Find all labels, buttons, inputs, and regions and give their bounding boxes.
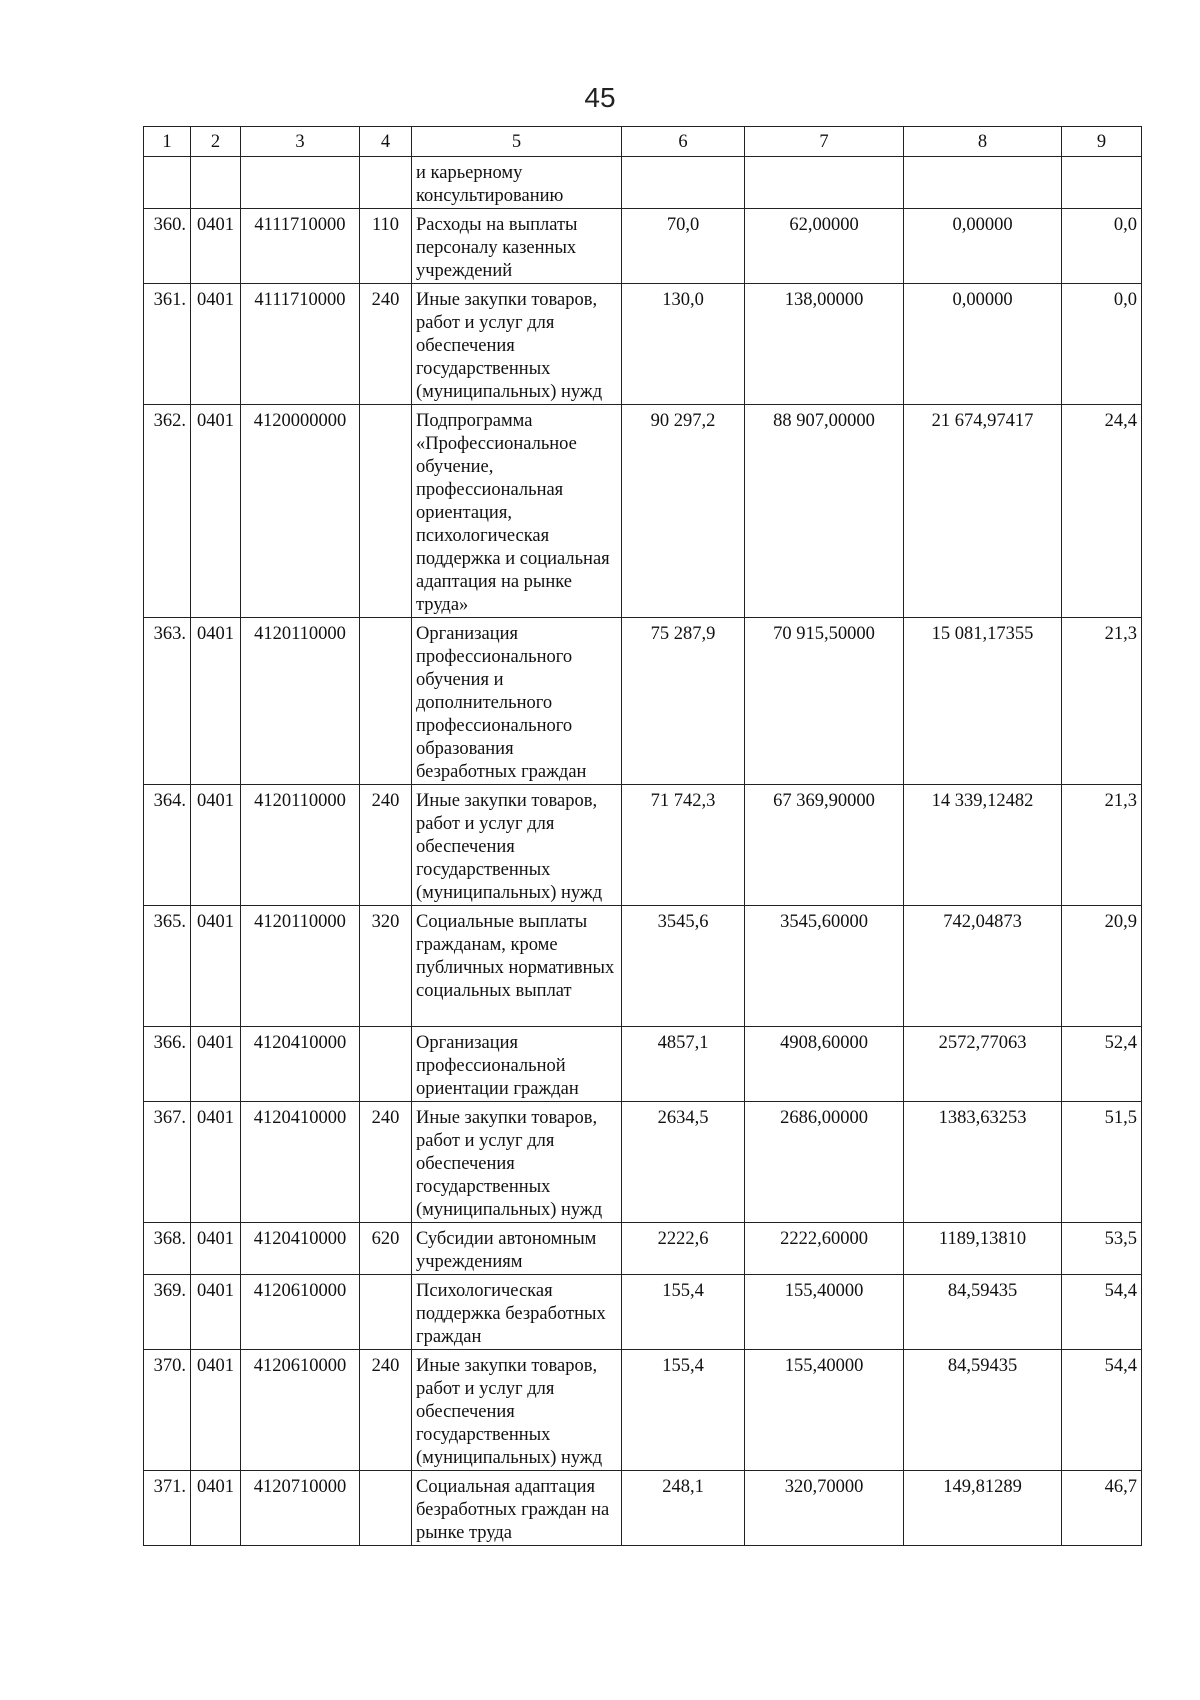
col8-value: 15 081,17355 xyxy=(904,618,1062,785)
col9-value: 21,3 xyxy=(1062,785,1142,906)
col9-value: 20,9 xyxy=(1062,906,1142,1027)
item-name: Иные закупки товаров, работ и услуг для обеспечения государственных (муниципальных) нужд xyxy=(412,785,622,906)
section-code: 0401 xyxy=(191,1027,241,1102)
col8-value: 1383,63253 xyxy=(904,1102,1062,1223)
col9-value: 51,5 xyxy=(1062,1102,1142,1223)
expense-type-code: 240 xyxy=(360,1102,412,1223)
table-row xyxy=(144,405,1142,618)
col6-value: 75 287,9 xyxy=(622,618,745,785)
header-cell: 5 xyxy=(412,127,622,157)
item-name: Подпрограмма «Профессиональное обучение, профессиональная ориентация, психологическая поддержка и социальная адаптация на рынке труда» xyxy=(412,405,622,618)
item-name: Социальные выплаты гражданам, кроме публичных нормативных социальных выплат xyxy=(412,906,622,1027)
target-code: 4120410000 xyxy=(241,1223,360,1275)
col9-value: 21,3 xyxy=(1062,618,1142,785)
item-name: Организация профессиональной ориентации граждан xyxy=(412,1027,622,1102)
item-name: Социальная адаптация безработных граждан на рынке труда xyxy=(412,1471,622,1546)
expense-type-code: 240 xyxy=(360,284,412,405)
col8-value: 84,59435 xyxy=(904,1275,1062,1350)
row-number: 366. xyxy=(144,1027,191,1102)
col7-value: 138,00000 xyxy=(745,284,904,405)
col8-value: 21 674,97417 xyxy=(904,405,1062,618)
item-name: Иные закупки товаров, работ и услуг для обеспечения государственных (муниципальных) нужд xyxy=(412,1102,622,1223)
expense-type-code xyxy=(360,618,412,785)
col7-value: 2686,00000 xyxy=(745,1102,904,1223)
section-code xyxy=(191,157,241,209)
col9-value: 0,0 xyxy=(1062,284,1142,405)
col7-value: 70 915,50000 xyxy=(745,618,904,785)
table-row xyxy=(144,1350,1142,1471)
col6-value xyxy=(622,157,745,209)
col9-value: 54,4 xyxy=(1062,1275,1142,1350)
header-cell: 1 xyxy=(144,127,191,157)
row-number: 371. xyxy=(144,1471,191,1546)
target-code xyxy=(241,157,360,209)
table-row xyxy=(144,1223,1142,1275)
row-number: 363. xyxy=(144,618,191,785)
target-code: 4120610000 xyxy=(241,1275,360,1350)
col9-value: 54,4 xyxy=(1062,1350,1142,1471)
header-cell: 6 xyxy=(622,127,745,157)
row-number: 370. xyxy=(144,1350,191,1471)
col8-value: 1189,13810 xyxy=(904,1223,1062,1275)
section-code: 0401 xyxy=(191,405,241,618)
target-code: 4120710000 xyxy=(241,1471,360,1546)
expense-type-code: 620 xyxy=(360,1223,412,1275)
item-name: и карьерному консультированию xyxy=(412,157,622,209)
row-number: 361. xyxy=(144,284,191,405)
row-number: 367. xyxy=(144,1102,191,1223)
item-name: Расходы на выплаты персоналу казенных учреждений xyxy=(412,209,622,284)
target-code: 4120610000 xyxy=(241,1350,360,1471)
table-row xyxy=(144,1102,1142,1223)
expense-type-code xyxy=(360,1027,412,1102)
section-code: 0401 xyxy=(191,906,241,1027)
section-code: 0401 xyxy=(191,1223,241,1275)
table-row xyxy=(144,1471,1142,1546)
col6-value: 71 742,3 xyxy=(622,785,745,906)
col7-value: 2222,60000 xyxy=(745,1223,904,1275)
col7-value xyxy=(745,157,904,209)
col6-value: 2222,6 xyxy=(622,1223,745,1275)
section-code: 0401 xyxy=(191,1471,241,1546)
col6-value: 248,1 xyxy=(622,1471,745,1546)
item-name: Психологическая поддержка безработных граждан xyxy=(412,1275,622,1350)
expense-type-code: 240 xyxy=(360,1350,412,1471)
col6-value: 130,0 xyxy=(622,284,745,405)
target-code: 4111710000 xyxy=(241,209,360,284)
col9-value: 53,5 xyxy=(1062,1223,1142,1275)
col6-value: 90 297,2 xyxy=(622,405,745,618)
col9-value: 24,4 xyxy=(1062,405,1142,618)
table-row xyxy=(144,1027,1142,1102)
target-code: 4120000000 xyxy=(241,405,360,618)
section-code: 0401 xyxy=(191,1275,241,1350)
col6-value: 2634,5 xyxy=(622,1102,745,1223)
row-number: 365. xyxy=(144,906,191,1027)
header-cell: 7 xyxy=(745,127,904,157)
table-row xyxy=(144,906,1142,1027)
item-name: Иные закупки товаров, работ и услуг для обеспечения государственных (муниципальных) нужд xyxy=(412,1350,622,1471)
row-number: 360. xyxy=(144,209,191,284)
table-row xyxy=(144,157,1142,209)
header-cell: 2 xyxy=(191,127,241,157)
table-row xyxy=(144,284,1142,405)
expense-type-code xyxy=(360,1471,412,1546)
target-code: 4120410000 xyxy=(241,1027,360,1102)
budget-table xyxy=(143,126,1142,1546)
expense-type-code: 320 xyxy=(360,906,412,1027)
col8-value: 0,00000 xyxy=(904,209,1062,284)
header-cell: 9 xyxy=(1062,127,1142,157)
col9-value: 0,0 xyxy=(1062,209,1142,284)
col8-value: 742,04873 xyxy=(904,906,1062,1027)
section-code: 0401 xyxy=(191,284,241,405)
section-code: 0401 xyxy=(191,1102,241,1223)
col6-value: 155,4 xyxy=(622,1275,745,1350)
col9-value xyxy=(1062,157,1142,209)
col6-value: 3545,6 xyxy=(622,906,745,1027)
col9-value: 46,7 xyxy=(1062,1471,1142,1546)
col6-value: 4857,1 xyxy=(622,1027,745,1102)
section-code: 0401 xyxy=(191,209,241,284)
target-code: 4120110000 xyxy=(241,785,360,906)
row-number: 369. xyxy=(144,1275,191,1350)
expense-type-code xyxy=(360,1275,412,1350)
col8-value: 0,00000 xyxy=(904,284,1062,405)
expense-type-code: 110 xyxy=(360,209,412,284)
target-code: 4120110000 xyxy=(241,906,360,1027)
row-number: 364. xyxy=(144,785,191,906)
row-number xyxy=(144,157,191,209)
col8-value: 84,59435 xyxy=(904,1350,1062,1471)
expense-type-code xyxy=(360,405,412,618)
item-name: Организация профессионального обучения и дополнительного профессионального образования безработных граждан xyxy=(412,618,622,785)
target-code: 4111710000 xyxy=(241,284,360,405)
col8-value: 2572,77063 xyxy=(904,1027,1062,1102)
table-row xyxy=(144,618,1142,785)
header-cell: 4 xyxy=(360,127,412,157)
col9-value: 52,4 xyxy=(1062,1027,1142,1102)
col7-value: 62,00000 xyxy=(745,209,904,284)
col6-value: 70,0 xyxy=(622,209,745,284)
target-code: 4120410000 xyxy=(241,1102,360,1223)
col7-value: 88 907,00000 xyxy=(745,405,904,618)
col7-value: 4908,60000 xyxy=(745,1027,904,1102)
col7-value: 155,40000 xyxy=(745,1275,904,1350)
target-code: 4120110000 xyxy=(241,618,360,785)
expense-type-code: 240 xyxy=(360,785,412,906)
row-number: 362. xyxy=(144,405,191,618)
header-cell: 3 xyxy=(241,127,360,157)
header-cell: 8 xyxy=(904,127,1062,157)
col8-value: 149,81289 xyxy=(904,1471,1062,1546)
expense-type-code xyxy=(360,157,412,209)
col8-value: 14 339,12482 xyxy=(904,785,1062,906)
section-code: 0401 xyxy=(191,618,241,785)
row-number: 368. xyxy=(144,1223,191,1275)
table-row xyxy=(144,1275,1142,1350)
item-name: Иные закупки товаров, работ и услуг для обеспечения государственных (муниципальных) нужд xyxy=(412,284,622,405)
table-row xyxy=(144,785,1142,906)
header-row xyxy=(144,127,1142,157)
col7-value: 155,40000 xyxy=(745,1350,904,1471)
page-number: 45 xyxy=(584,82,616,113)
item-name: Субсидии автономным учреждениям xyxy=(412,1223,622,1275)
col7-value: 320,70000 xyxy=(745,1471,904,1546)
col8-value xyxy=(904,157,1062,209)
col6-value: 155,4 xyxy=(622,1350,745,1471)
table-row xyxy=(144,209,1142,284)
col7-value: 67 369,90000 xyxy=(745,785,904,906)
section-code: 0401 xyxy=(191,1350,241,1471)
col7-value: 3545,60000 xyxy=(745,906,904,1027)
section-code: 0401 xyxy=(191,785,241,906)
